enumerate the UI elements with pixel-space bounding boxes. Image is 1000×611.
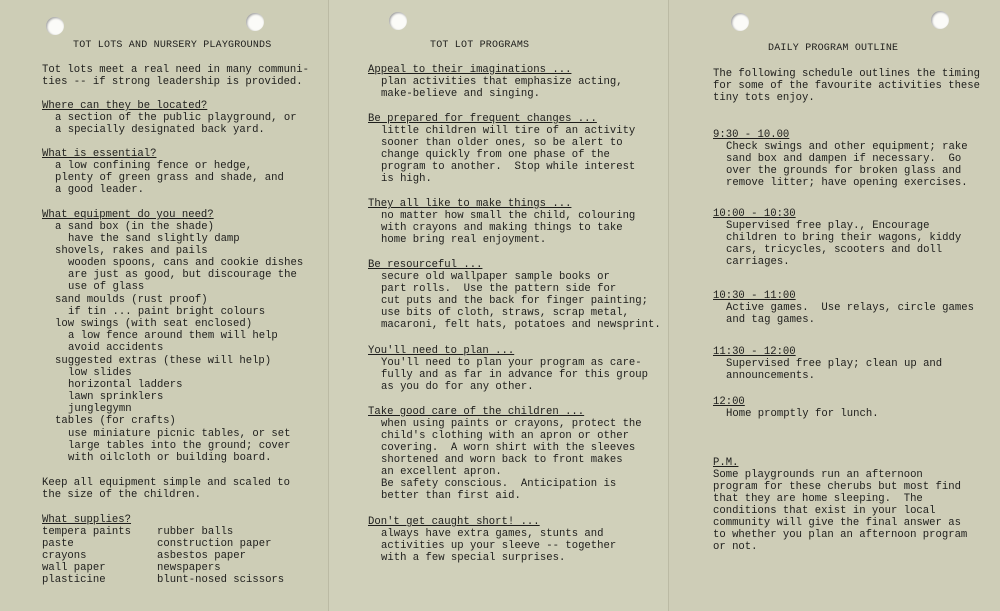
section-heading: Be prepared for frequent changes ... [368,113,597,125]
section-line: cut puts and the back for finger painting; [381,295,649,307]
equipment-line: large tables into the ground; cover [68,440,291,452]
supply-item: blunt-nosed scissors [157,574,285,586]
equipment-line: use miniature picnic tables, or set [68,428,291,440]
punch-hole [389,12,407,30]
schedule-line: Supervised free play; clean up and [726,358,943,370]
section-line: program to another. Stop while interest [381,161,636,173]
equipment-line: with oilcloth or building board. [68,452,272,464]
section-heading: You'll need to plan ... [368,345,515,357]
section-line: use bits of cloth, straws, scrap metal, [381,307,629,319]
supply-item: asbestos paper [157,550,247,562]
pm-label: P.M. [713,457,739,469]
pm-line: or not. [713,541,758,553]
section-line: with crayons and making things to take [381,222,623,234]
section-line: an excellent apron. [381,466,502,478]
pm-line: Some playgrounds run an afternoon [713,469,923,481]
equipment-line: a low fence around them will help [68,330,278,342]
supply-item: crayons [42,550,87,562]
section-line: as you do for any other. [381,381,534,393]
equipment-line: suggested extras (these will help) [55,355,272,367]
schedule-line: Home promptly for lunch. [726,408,879,420]
answer-line: plenty of green grass and shade, and [55,172,284,184]
section-line: You'll need to plan your program as care- [381,357,642,369]
answer-line: a specially designated back yard. [55,124,265,136]
intro-line: Tot lots meet a real need in many communi- [42,64,310,76]
schedule-line: and tag games. [726,314,816,326]
supply-item: plasticine [42,574,106,586]
equipment-line: low slides [68,367,132,379]
supply-item: wall paper [42,562,106,574]
question-heading: What is essential? [42,148,157,160]
section-line: make-believe and singing. [381,88,540,100]
answer-line: a low confining fence or hedge, [55,160,253,172]
answer-line: a good leader. [55,184,145,196]
section-line: always have extra games, stunts and [381,528,604,540]
schedule-time: 10:00 - 10:30 [713,208,796,220]
schedule-time: 10:30 - 11:00 [713,290,796,302]
schedule-line: over the grounds for broken glass and [726,165,962,177]
keep-line: the size of the children. [42,489,201,501]
answer-line: a section of the public playground, or [55,112,297,124]
equipment-line: lawn sprinklers [68,391,164,403]
schedule-time: 11:30 - 12:00 [713,346,796,358]
question-heading: Where can they be located? [42,100,208,112]
pm-line: conditions that exist in your local [713,505,936,517]
schedule-line: Supervised free play., Encourage [726,220,930,232]
equipment-line: shovels, rakes and pails [55,245,208,257]
equipment-line: low swings (with seat enclosed) [55,318,253,330]
question-heading: What supplies? [42,514,132,526]
panel-title: TOT LOT PROGRAMS [430,40,530,51]
panel-title: TOT LOTS AND NURSERY PLAYGROUNDS [73,40,272,51]
section-heading: Be resourceful ... [368,259,483,271]
intro-line: ties -- if strong leadership is provided. [42,76,303,88]
section-line: covering. A worn shirt with the sleeves [381,442,636,454]
panel-daily-program [669,0,1000,611]
section-line: little children will tire of an activity [381,125,636,137]
pm-line: program for these cherubs but most find [713,481,961,493]
section-line: is high. [381,173,432,185]
punch-hole [731,13,749,31]
punch-hole [246,13,264,31]
section-line: part rolls. Use the pattern side for [381,283,617,295]
pm-line: community will give the final answer as [713,517,961,529]
schedule-line: announcements. [726,370,816,382]
schedule-time: 12:00 [713,396,745,408]
schedule-line: cars, tricycles, scooters and doll [726,244,943,256]
supply-item: rubber balls [157,526,234,538]
pm-line: that they are home sleeping. The [713,493,923,505]
section-line: macaroni, felt hats, potatoes and newsprint. [381,319,661,331]
supply-item: construction paper [157,538,272,550]
section-line: plan activities that emphasize acting, [381,76,623,88]
equipment-line: if tin ... paint bright colours [68,306,266,318]
section-line: shortened and worn back to front makes [381,454,623,466]
schedule-line: remove litter; have opening exercises. [726,177,968,189]
equipment-line: sand moulds (rust proof) [55,294,208,306]
equipment-line: tables (for crafts) [55,415,176,427]
supply-item: paste [42,538,74,550]
section-heading: They all like to make things ... [368,198,572,210]
panel-tot-lots [0,0,329,611]
equipment-line: horizontal ladders [68,379,183,391]
equipment-line: avoid accidents [68,342,164,354]
pm-line: to whether you plan an afternoon program [713,529,968,541]
section-heading: Appeal to their imaginations ... [368,64,572,76]
section-line: Be safety conscious. Anticipation is [381,478,617,490]
section-line: fully and as far in advance for this group [381,369,649,381]
schedule-line: Active games. Use relays, circle games [726,302,974,314]
intro-line: for some of the favourite activities these [713,80,981,92]
question-heading: What equipment do you need? [42,209,214,221]
keep-line: Keep all equipment simple and scaled to [42,477,290,489]
equipment-line: junglegymn [68,403,132,415]
section-line: home bring real enjoyment. [381,234,547,246]
section-line: with a few special surprises. [381,552,566,564]
equipment-line: wooden spoons, cans and cookie dishes [68,257,304,269]
schedule-time: 9:30 - 10.00 [713,129,790,141]
equipment-line: use of glass [68,281,145,293]
schedule-line: carriages. [726,256,790,268]
section-line: change quickly from one phase of the [381,149,610,161]
schedule-line: children to bring their wagons, kiddy [726,232,962,244]
section-line: sooner than older ones, so be alert to [381,137,623,149]
equipment-line: a sand box (in the shade) [55,221,214,233]
punch-hole [46,17,64,35]
equipment-line: have the sand slightly damp [68,233,240,245]
supply-item: tempera paints [42,526,132,538]
section-line: child's clothing with an apron or other [381,430,629,442]
supply-item: newspapers [157,562,221,574]
equipment-line: are just as good, but discourage the [68,269,297,281]
panel-title: DAILY PROGRAM OUTLINE [768,43,899,54]
section-heading: Take good care of the children ... [368,406,585,418]
intro-line: The following schedule outlines the timing [713,68,981,80]
schedule-line: Check swings and other equipment; rake [726,141,968,153]
intro-line: tiny tots enjoy. [713,92,815,104]
section-line: activities up your sleeve -- together [381,540,617,552]
section-line: secure old wallpaper sample books or [381,271,610,283]
section-line: no matter how small the child, colouring [381,210,636,222]
panel-tot-lot-programs [329,0,669,611]
punch-hole [931,11,949,29]
section-heading: Don't get caught short! ... [368,516,540,528]
schedule-line: sand box and dampen if necessary. Go [726,153,962,165]
section-line: when using paints or crayons, protect the [381,418,642,430]
section-line: better than first aid. [381,490,521,502]
